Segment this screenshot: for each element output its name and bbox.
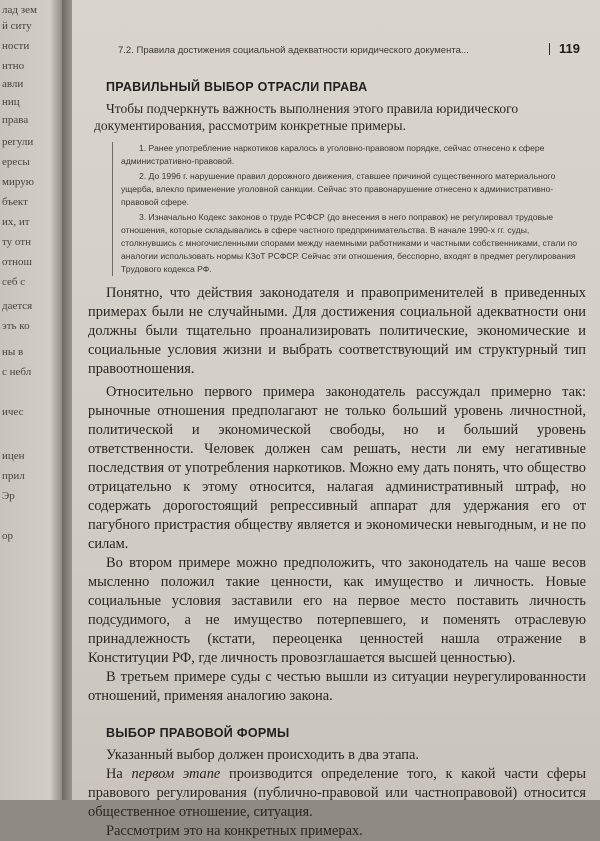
facing-text-fragment: ичес: [2, 406, 24, 418]
section-heading-branch-choice: ПРАВИЛЬНЫЙ ВЫБОР ОТРАСЛИ ПРАВА: [106, 80, 368, 94]
facing-text-fragment: Эр: [2, 490, 15, 502]
body-paragraph: [88, 765, 586, 822]
section-heading-legal-form: ВЫБОР ПРАВОВОЙ ФОРМЫ: [106, 726, 290, 740]
facing-text-fragment: прил: [2, 470, 25, 482]
facing-text-fragment: ересы: [2, 156, 30, 168]
facing-text-fragment: ны в: [2, 346, 24, 358]
running-head-title: 7.2. Правила достижения социальной адекватности юридического документа...: [118, 45, 469, 56]
paragraph-rest: производится определение того, к какой части сферы правового регулирования (публично-правовой или частноправовой) относится общественное отношение, ситуация.: [88, 766, 586, 820]
running-head: [88, 40, 586, 60]
facing-text-fragment: авли: [2, 78, 24, 90]
facing-text-fragment: ности: [2, 40, 30, 52]
example-item: 3. Изначально Кодекс законов о труде РСФСР (до внесения в него поправок) не регулировал трудовые отношения, которые складывались в сфере частного предпринимательства. В начале 1990-х гг. суды, столкнувшись с многочисленными спорами между наемными работниками и частными собственниками, стали по аналогии использовать нормы КЗоТ РСФСР. Сейчас эти отношения, бесспорно, входят в предмет регулирования Трудового кодекса РФ.: [121, 212, 578, 274]
facing-text-fragment: с небл: [2, 366, 32, 378]
facing-text-fragment: ицен: [2, 450, 25, 462]
facing-text-fragment: права: [2, 114, 29, 126]
facing-text-fragment: ор: [2, 530, 13, 542]
facing-text-fragment: ниц: [2, 96, 20, 108]
facing-text-fragment: бъект: [2, 196, 28, 208]
running-head-separator: [549, 43, 551, 55]
facing-text-fragment: ту отн: [2, 236, 31, 248]
intro-paragraph: Чтобы подчеркнуть важность выполнения этого правила юридического документирования, рассмотрим конкретные примеры.: [94, 101, 519, 133]
paragraph-lead: На: [106, 766, 132, 782]
page-number: 119: [559, 41, 580, 56]
facing-text-fragment: нтно: [2, 60, 25, 72]
book-page: [72, 0, 600, 839]
body-paragraph: В третьем примере суды с честью вышли из ситуации неурегулированности отношений, применяя аналогию закона.: [88, 669, 586, 704]
body-paragraph: Относительно первого примера законодатель рассуждал примерно так: рыночные отношения предполагают не только больший уровень личностной, политической и экономической свободы, но и больший уровень ответственности. Человек должен сам решать, нести ли ему негативные последствия от употребления наркотиков. Можно ему дать понять, что общество отрицательно к этому относится, налагая административный штраф, но содержать дорогостоящий репрессивный аппарат для удержания его от пагубного пристрастия обществу является и экономически невыгодным, и не по силам.: [88, 384, 586, 552]
body-paragraph: Указанный выбор должен происходить в два этапа.: [106, 747, 419, 763]
example-item: 2. До 1996 г. нарушение правил дорожного движения, ставшее причиной существенного материального ущерба, влекло применение уголовной санкции. Сейчас это правонарушение отнесено к административно-правовой сфере.: [121, 171, 556, 207]
example-item: 1. Ранее употребление наркотиков каралось в уголовно-правовом порядке, сейчас отнесено к сфере административно-правовой.: [121, 143, 545, 166]
facing-text-fragment: регули: [2, 136, 34, 148]
facing-text-fragment: эть ко: [2, 320, 30, 332]
body-paragraph: Понятно, что действия законодателя и правоприменителей в приведенных примерах были не случайными. Для достижения социальной адекватности они должны были тщательно проанализировать политические, экономические и социальные условия жизни и выбрать соответствующий им структурный тип правоотношения.: [88, 285, 586, 377]
body-paragraph: Рассмотрим это на конкретных примерах.: [106, 823, 363, 839]
examples-block: [112, 142, 586, 276]
facing-text-fragment: лад зем: [2, 4, 37, 16]
facing-page: [0, 0, 66, 800]
facing-text-fragment: отнош: [2, 256, 33, 268]
facing-text-fragment: их, ит: [2, 216, 30, 228]
emphasis-first-stage: первом этапе: [131, 766, 221, 782]
facing-text-fragment: й ситу: [2, 20, 32, 32]
facing-text-fragment: дается: [2, 300, 33, 312]
facing-text-fragment: мирую: [2, 176, 34, 188]
body-paragraph: Во втором примере можно предположить, что законодатель на чаше весов мысленно положил такие ценности, как имущество и личность. Новые социальные условия заставили его на первое место поставить личность подсудимого, а не имущество потерпевшего, и поменять отраслевую принадлежность (кстати, переоценка ценностей нашла отражение в Конституции РФ, где личность провозглашается высшей ценностью).: [88, 555, 586, 666]
facing-text-fragment: себ с: [2, 276, 26, 288]
